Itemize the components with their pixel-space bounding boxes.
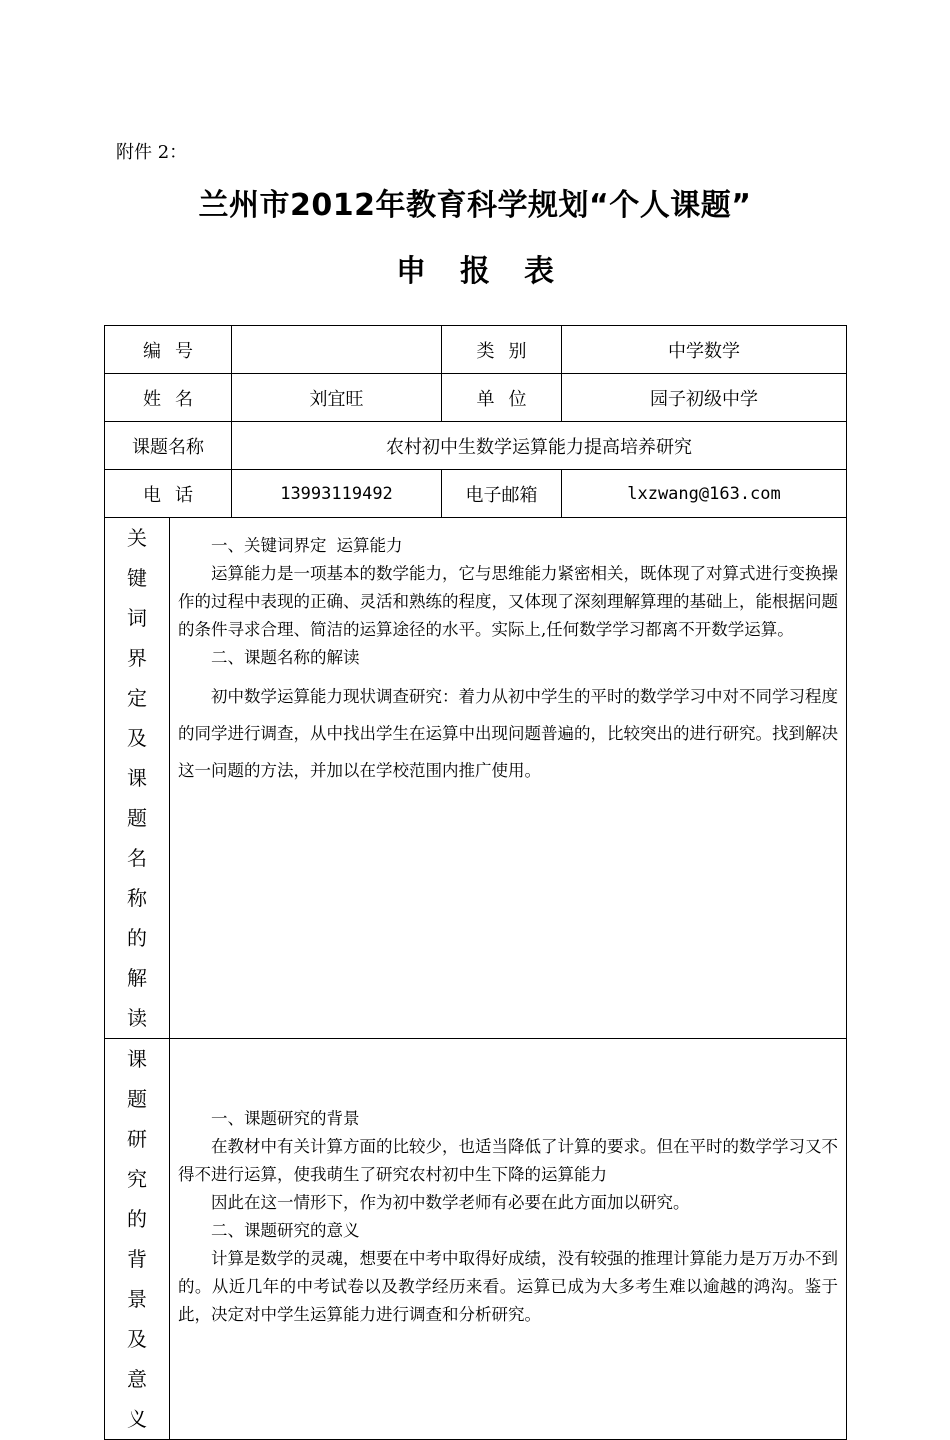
significance-heading: 二、课题研究的意义 xyxy=(211,1221,360,1240)
background-paragraph-2: 因此在这一情形下，作为初中数学老师有必要在此方面加以研究。 xyxy=(211,1193,690,1212)
topic-value: 农村初中生数学运算能力提高培养研究 xyxy=(232,422,847,470)
phone-value: 13993119492 xyxy=(232,470,442,518)
keywords-paragraph: 运算能力是一项基本的数学能力，它与思维能力紧密相关，既体现了对算式进行变换操作的过程中表现的正确、灵活和熟练的程度，又体现了深刻理解算理的基础上，能根据问题的条件寻求合理、简洁的运算途径的水平。实际上,任何数学学习都离不开数学运算。 xyxy=(178,564,838,639)
section-background-content xyxy=(170,1039,847,1440)
section-background-label-cell xyxy=(105,1039,170,1440)
section-background-row xyxy=(105,1039,847,1440)
background-heading: 一、课题研究的背景 xyxy=(211,1109,360,1128)
name-label: 姓名 xyxy=(105,374,232,422)
section-background-label: 课题研究的背景及意义 xyxy=(127,1047,147,1431)
keywords-heading: 一、关键词界定 xyxy=(211,536,327,555)
document-title: 兰州市2012年教育科学规划“个人课题” xyxy=(198,188,752,223)
name-value: 刘宜旺 xyxy=(232,374,442,422)
section-keywords-row xyxy=(105,518,847,1039)
email-value: lxzwang@163.com xyxy=(562,470,847,518)
number-label: 编号 xyxy=(105,326,232,374)
phone-label: 电话 xyxy=(105,470,232,518)
section-keywords-label: 关键词界定及课题名称的解读 xyxy=(127,526,147,1030)
form-row-topic xyxy=(105,422,847,470)
email-label: 电子邮箱 xyxy=(442,470,562,518)
category-label: 类别 xyxy=(442,326,562,374)
form-row-name xyxy=(105,374,847,422)
form-row-contact xyxy=(105,470,847,518)
background-paragraph: 在教材中有关计算方面的比较少，也适当降低了计算的要求。但在平时的数学学习又不得不进行运算，使我萌生了研究农村初中生下降的运算能力 xyxy=(178,1137,838,1184)
keywords-term: 运算能力 xyxy=(336,536,403,555)
category-value: 中学数学 xyxy=(562,326,847,374)
topic-label: 课题名称 xyxy=(105,422,232,470)
unit-label: 单位 xyxy=(442,374,562,422)
topic-interpretation-heading: 二、课题名称的解读 xyxy=(211,648,360,667)
document-subtitle: 申报表 xyxy=(396,254,588,289)
form-row-number xyxy=(105,326,847,374)
application-form-table xyxy=(104,325,847,1440)
unit-value: 园子初级中学 xyxy=(562,374,847,422)
section-keywords-content xyxy=(170,518,847,1039)
number-value xyxy=(232,326,442,374)
attachment-label: 附件 2： xyxy=(116,142,188,163)
section-keywords-label-cell xyxy=(105,518,170,1039)
topic-interpretation-paragraph: 初中数学运算能力现状调查研究：着力从初中学生的平时的数学学习中对不同学习程度的同学进行调查，从中找出学生在运算中出现问题普遍的，比较突出的进行研究。找到解决这一问题的方法，并加以在学校范围内推广使用。 xyxy=(178,687,838,780)
significance-paragraph: 计算是数学的灵魂，想要在中考中取得好成绩，没有较强的推理计算能力是万万办不到的。从近几年的中考试卷以及教学经历来看。运算已成为大多考生难以逾越的鸿沟。鉴于此，决定对中学生运算能力进行调查和分析研究。 xyxy=(178,1249,838,1324)
